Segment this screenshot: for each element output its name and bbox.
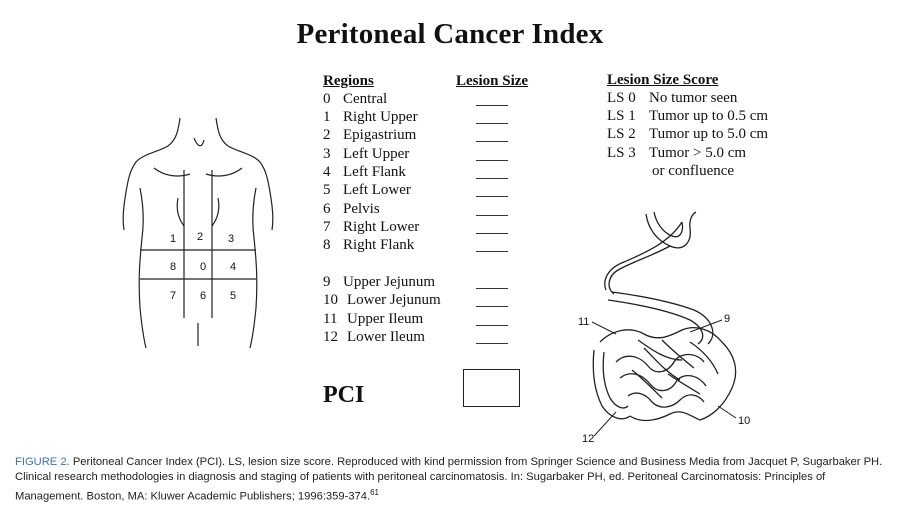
score-row [607,108,768,125]
score-row [607,145,746,162]
region-row [323,329,425,346]
region-number: 7 [323,219,331,235]
torso-region-label: 8 [170,261,177,273]
lesion-size-blank [476,123,508,124]
score-desc: Tumor up to 0.5 cm [649,108,769,124]
region-name: Upper Jejunum [343,274,436,290]
lesion-size-score-header: Lesion Size Score [607,72,719,88]
region-name: Central [343,91,388,107]
torso-region-label: 2 [197,231,204,243]
regions-header: Regions [323,73,374,89]
region-name: Left Upper [343,146,410,162]
region-name: Left Flank [343,164,406,180]
score-desc: No tumor seen [649,90,738,106]
lesion-size-blank [476,215,508,216]
lesion-size-blank [476,233,508,234]
score-code: LS 1 [607,108,636,124]
region-name: Upper Ileum [347,311,424,327]
score-code: LS 0 [607,90,636,106]
torso-region-label: 4 [230,261,237,273]
region-number: 12 [323,329,338,345]
torso-region-label: 3 [228,233,235,245]
score-continuation: or confluence [652,163,735,179]
intestine-label: 11 [578,316,590,328]
region-name: Right Flank [343,237,415,253]
region-number: 9 [323,274,331,290]
region-row [323,91,387,108]
intestine-label: 12 [582,433,595,445]
lesion-size-blank [476,160,508,161]
torso-region-diagram [118,118,278,348]
intestine-label: 9 [724,313,731,325]
lesion-size-blank [476,105,508,106]
region-number: 4 [323,164,331,180]
region-name: Pelvis [343,201,380,217]
region-name: Right Upper [343,109,418,125]
lesion-size-blank [476,288,508,289]
intestine-label: 10 [738,415,751,427]
region-number: 0 [323,91,331,107]
lesion-size-blank [476,178,508,179]
region-row [323,201,380,218]
lesion-size-blank [476,196,508,197]
region-row [323,146,409,163]
region-name: Lower Ileum [347,329,425,345]
region-row [323,164,406,181]
region-row [323,182,411,199]
region-name: Lower Jejunum [347,292,441,308]
lesion-size-blank [476,306,508,307]
region-name: Right Lower [343,219,420,235]
page-title: Peritoneal Cancer Index [296,18,604,50]
pci-label: PCI [323,382,365,408]
torso-region-label: 7 [170,290,177,302]
region-number: 10 [323,292,338,308]
region-number: 8 [323,237,331,253]
score-code: LS 2 [607,126,636,142]
figure-label: FIGURE 2. [15,456,70,468]
score-desc: Tumor up to 5.0 cm [649,126,769,142]
reference-number: 61 [370,488,379,497]
stomach-outline [605,212,696,294]
score-code: LS 3 [607,145,636,161]
lesion-size-blank [476,251,508,252]
torso-grid [140,170,256,318]
region-row [323,274,435,291]
region-row [323,219,419,236]
region-number: 2 [323,127,331,143]
region-row [323,237,414,254]
region-number: 6 [323,201,331,217]
torso-region-label: 0 [200,261,207,273]
score-row [607,90,737,107]
region-number: 5 [323,182,331,198]
caption-text: Peritoneal Cancer Index (PCI). LS, lesion size score. Reproduced with kind permission from Springer Science and Business Media from Jacquet P, Sugarbaker PH. Clinical research methodologies in diagnosis and staging of patients with peritoneal carcinomatosis. In: Sugarbaker PH, ed. Peritoneal Carcinomatosis: Principles of Management. Boston, MA: Kluwer Academic Publishers; 1996:359-374. [15,456,883,503]
lesion-size-blank [476,343,508,344]
bowel-loops [593,292,735,420]
torso-region-label: 5 [230,290,237,302]
region-number: 11 [323,311,338,327]
score-row [607,126,768,143]
score-desc: Tumor > 5.0 cm [649,145,747,161]
region-name: Epigastrium [343,127,417,143]
torso-region-label: 1 [170,233,177,245]
region-number: 3 [323,146,331,162]
lesion-size-header: Lesion Size [456,73,529,89]
region-row [323,127,416,144]
region-name: Left Lower [343,182,411,198]
region-number: 1 [323,109,331,125]
region-row [323,109,418,126]
lesion-size-blank [476,325,508,326]
figure-caption [15,455,887,505]
lesion-size-blank [476,141,508,142]
torso-region-label: 6 [200,290,207,302]
small-intestine-diagram [572,210,772,446]
region-row [323,292,441,309]
pci-total-box [463,369,520,407]
region-row [323,311,423,328]
